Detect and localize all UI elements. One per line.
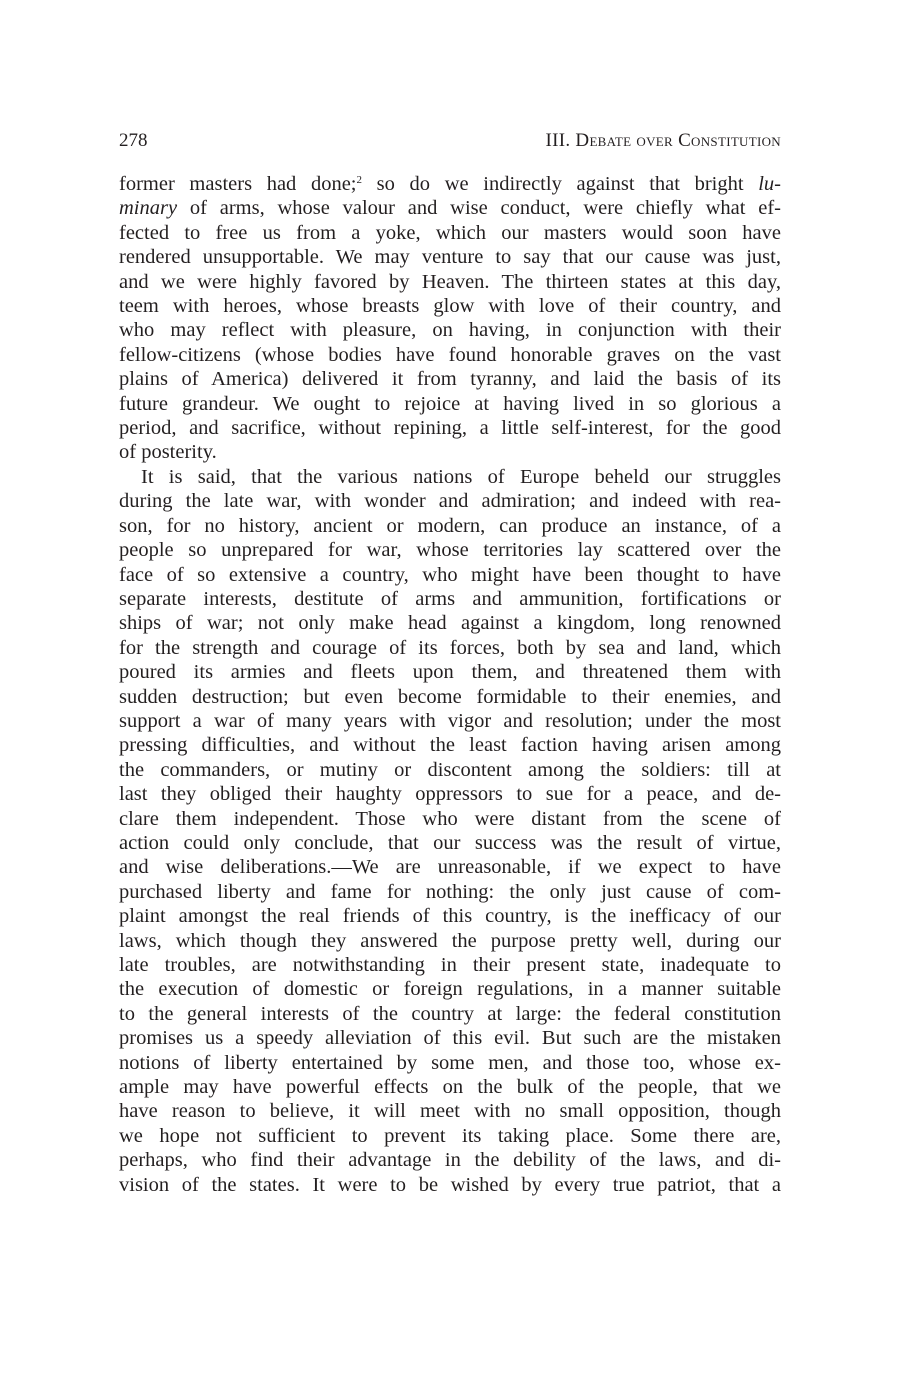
paragraph-1 [119, 172, 781, 465]
footnote-marker: 2 [356, 174, 363, 186]
text-line: face of so extensive a country, who might have been thought to have [119, 563, 781, 586]
text-line: It is said, that the various nations of Europe beheld our struggles [141, 465, 781, 488]
text-line: and wise deliberations.—We are unreasonable, if we expect to have [119, 856, 781, 879]
text-line: son, for no history, ancient or modern, can produce an instance, of a [119, 514, 781, 537]
text-line: pressing difficulties, and without the least faction having arisen among [119, 734, 781, 757]
text-line: we hope not sufficient to prevent its taking place. Some there are, [119, 1124, 781, 1147]
text-line: notions of liberty entertained by some men, and those too, whose ex- [119, 1051, 781, 1074]
text-line: laws, which though they answered the purpose pretty well, during our [119, 929, 781, 952]
text-line: future grandeur. We ought to rejoice at having lived in so glorious a [119, 392, 781, 415]
text-line: poured its armies and fleets upon them, and threatened them with [119, 661, 781, 684]
text-line: minary of arms, whose valour and wise conduct, were chiefly what ef- [119, 197, 781, 220]
text-line: of posterity. [119, 441, 217, 464]
body-text [119, 172, 781, 1197]
text-line: have reason to believe, it will meet with no small opposition, though [119, 1100, 781, 1123]
text-line: period, and sacrifice, without repining, a little self-interest, for the good [119, 417, 781, 440]
text-line: separate interests, destitute of arms and ammunition, fortifications or [119, 587, 781, 610]
text-line: perhaps, who find their advantage in the debility of the laws, and di- [119, 1149, 781, 1172]
text-line: sudden destruction; but even become formidable to their enemies, and [119, 685, 781, 708]
text-line: who may reflect with pleasure, on having, in conjunction with their [119, 319, 781, 342]
text-line: late troubles, are notwithstanding in their present state, inadequate to [119, 954, 781, 976]
paragraph-2 [119, 465, 781, 1197]
text-line: and we were highly favored by Heaven. The thirteen states at this day, [119, 270, 781, 293]
text-line: vision of the states. It were to be wished by every true patriot, that a [119, 1173, 781, 1196]
text-line: ample may have powerful effects on the bulk of the people, that we [119, 1076, 781, 1099]
text-line: for the strength and courage of its forces, both by sea and land, which [119, 636, 781, 659]
book-page [119, 128, 781, 1197]
text-line: purchased liberty and fame for nothing: the only just cause of com- [119, 880, 781, 903]
text-line: action could only conclude, that our success was the result of virtue, [119, 831, 781, 854]
text-line: people so unprepared for war, whose territories lay scattered over the [119, 539, 781, 562]
text-line: teem with heroes, whose breasts glow with love of their country, and [119, 295, 781, 318]
text-line: rendered unsupportable. We may venture to say that our cause was just, [119, 246, 781, 269]
running-header [119, 128, 781, 154]
text-line: support a war of many years with vigor and resolution; under the most [119, 709, 781, 732]
page-number: 278 [119, 130, 148, 151]
text-line: fellow-citizens (whose bodies have found honorable graves on the vast [119, 343, 781, 366]
text-line: clare them independent. Those who were distant from the scene of [119, 807, 781, 830]
text-line: ships of war; not only make head against a kingdom, long renowned [119, 612, 781, 635]
text-line: to the general interests of the country at large: the federal constitution [119, 1002, 781, 1025]
text-line: the commanders, or mutiny or discontent among the soldiers: till at [119, 758, 781, 781]
text-line: plaint amongst the real friends of this country, is the inefficacy of our [119, 905, 781, 928]
text-line: the execution of domestic or foreign regulations, in a manner suitable [119, 978, 781, 1001]
text-line: former masters had done;$^2$ so do we indirectly against that bright lu- [119, 173, 781, 195]
text-line: promises us a speedy alleviation of this evil. But such are the mistaken [119, 1027, 781, 1050]
text-line: during the late war, with wonder and admiration; and indeed with rea- [119, 490, 781, 513]
text-line: plains of America) delivered it from tyranny, and laid the basis of its [119, 368, 781, 391]
text-line: fected to free us from a yoke, which our masters would soon have [119, 221, 781, 244]
running-title: III. Debate over Constitution [545, 130, 781, 151]
text-line: last they obliged their haughty oppressors to sue for a peace, and de- [119, 783, 781, 806]
